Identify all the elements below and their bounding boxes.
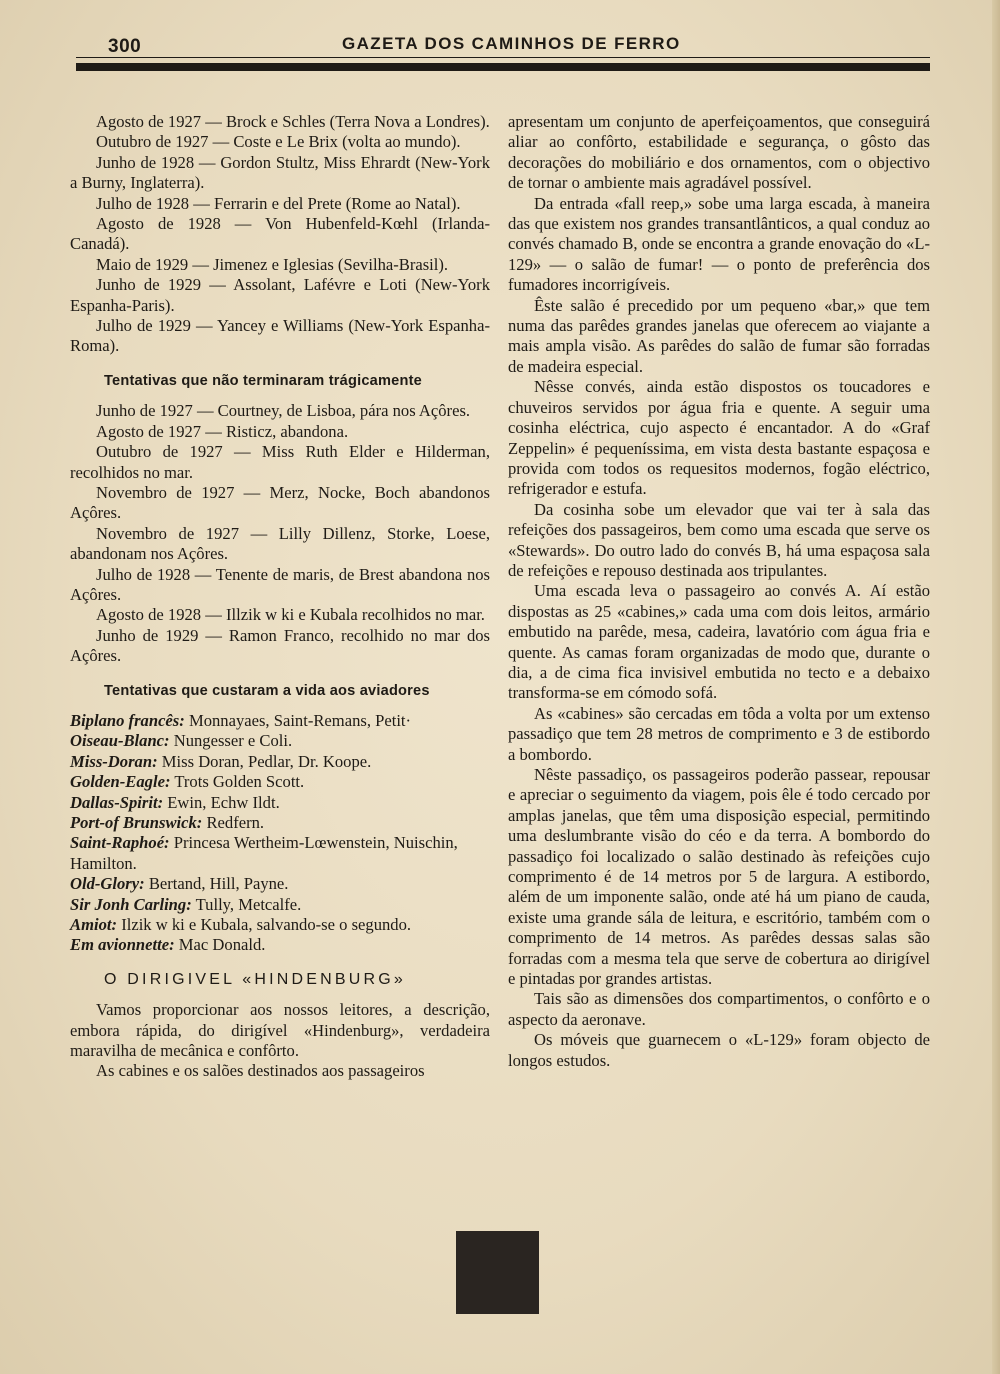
flight-entry: Junho de 1929 — Assolant, Lafévre e Loti (New-York Espanha-Paris).: [70, 275, 490, 315]
crew-names: Ilzik w ki e Kubala, salvando-se o segundo.: [121, 915, 412, 935]
flight-entry: Outubro de 1927 — Coste e Le Brix (volta ao mundo).: [96, 132, 461, 152]
craft-name: Dallas-Spirit:: [70, 792, 164, 812]
intro-paragraph: As cabines e os salões destinados aos passageiros: [96, 1061, 425, 1081]
crew-names: Mac Donald.: [178, 935, 266, 955]
body-paragraph: Nêsse convés, ainda estão dispostos os toucadores e chuveiros servidos por água fria e quente. A seguir uma cosinha eléctrica, cujo aspecto é encantador. A do «Graf Zeppelin» é pequeníssima, em vista desta bastante espaçosa e provida com todos os requesitos modernos, fogão eléctrico, refrigerador e estufa.: [508, 377, 930, 499]
body-paragraph: Da cosinha sobe um elevador que vai ter à sala das refeições dos passageiros, bem como uma escada que serve os «Stewards». Do outro lado do convés B, há uma espaçosa sala de refeições e repouso destinada aos tripulantes.: [508, 499, 930, 580]
attempt-entry: Agosto de 1928 — Illzik w ki e Kubala recolhidos no mar.: [96, 605, 485, 625]
craft-name: Saint-Raphoé:: [70, 833, 170, 853]
attempt-entry: Junho de 1927 — Courtney, de Lisboa, pára nos Açôres.: [96, 401, 471, 421]
attempt-entry: Novembro de 1927 — Lilly Dillenz, Storke, Loese, abandonam nos Açôres.: [70, 523, 490, 564]
crew-names: Nungesser e Coli.: [173, 731, 293, 751]
flight-entry: Agosto de 1927 — Brock e Schles (Terra Nova a Londres).: [96, 112, 490, 131]
attempt-entry: Junho de 1929 — Ramon Franco, recolhido no mar dos Açôres.: [70, 625, 490, 666]
fatal-entry: [70, 731, 490, 751]
crew-names: Bertand, Hill, Payne.: [148, 874, 289, 894]
flight-entry: Junho de 1928 — Gordon Stultz, Miss Ehrardt (New-York a Burny, Inglaterra).: [70, 152, 490, 193]
page-header: [76, 30, 930, 60]
craft-name: Golden-Eagle:: [70, 772, 171, 792]
craft-name: Miss-Doran:: [70, 751, 158, 771]
fatal-entry: [70, 813, 490, 833]
body-paragraph: Tais são as dimensões dos compartimentos, o confôrto e o aspecto da aeronave.: [508, 989, 930, 1029]
flight-entry: Julho de 1929 — Yancey e Williams (New-York Espanha-Roma).: [70, 316, 490, 356]
fatal-entry: [70, 915, 490, 935]
crew-names: Ewin, Echw Ildt.: [167, 792, 280, 812]
flight-entry: Julho de 1928 — Ferrarin e del Prete (Rome ao Natal).: [96, 193, 461, 213]
body-paragraph: As «cabines» são cercadas em tôda a volta por um extenso passadiço que tem 28 metros de comprimento e 3 de estibordo a bombordo.: [508, 703, 930, 764]
fatal-entry: [70, 895, 490, 915]
craft-name: Port-of Brunswick:: [70, 813, 203, 832]
journal-title: GAZETA DOS CAMINHOS DE FERRO: [342, 34, 681, 53]
flight-entry: Agosto de 1928 — Von Hubenfeld-Kœhl (Irlanda-Canadá).: [70, 214, 490, 254]
printed-dark-block: [456, 1231, 539, 1314]
body-paragraph: Os móveis que guarnecem o «L-129» foram objecto de longos estudos.: [508, 1030, 930, 1070]
fatal-entry: [70, 935, 490, 955]
craft-name: Oiseau-Blanc:: [70, 731, 170, 751]
header-rule-thick: [76, 63, 930, 71]
crew-names: Trots Golden Scott.: [174, 772, 305, 792]
crew-names: Tully, Metcalfe.: [195, 894, 302, 914]
fatal-entry: [70, 874, 490, 894]
attempt-entry: Agosto de 1927 — Risticz, abandona.: [96, 421, 349, 441]
craft-name: Em avionnette:: [70, 935, 175, 955]
body-paragraph: Uma escada leva o passageiro ao convés A. Aí estão dispostas as 25 «cabines,» cada uma com dois leitos, armário embutido na parêde, mesa, cadeira, lavatório com água fria e quente. As camas foram organizadas de modo que, durante o dia, a de cima fica invisivel embutida no tecto e a debaixo transforma-se em cómodo sofá.: [508, 581, 930, 703]
craft-name: Amiot:: [70, 915, 118, 935]
craft-name: Sir Jonh Carling:: [70, 894, 192, 914]
page-number: 300: [108, 36, 142, 57]
attempt-entry: Outubro de 1927 — Miss Ruth Elder e Hilderman, recolhidos no mar.: [70, 442, 490, 482]
attempt-entry: Julho de 1928 — Tenente de maris, de Brest abandona nos Açôres.: [70, 564, 490, 604]
page-edge: [992, 0, 1000, 1374]
body-paragraph: apresentam um conjunto de aperfeiçoamentos, que conseguirá aliar ao confôrto, estabilidade e segurança, o gôsto das decorações do mobiliário e dos ornamentos, com o objectivo de tornar o ambiente mais agradável possível.: [508, 112, 930, 193]
fatal-entry: [70, 711, 490, 731]
craft-name: Biplano francês:: [70, 710, 185, 730]
heading-not-tragic: Tentativas que não terminaram trágicamente: [104, 372, 422, 389]
fatal-entry: [70, 793, 490, 813]
fatal-entry: [70, 772, 490, 792]
crew-names: Monnayaes, Saint-Remans, Petit·: [188, 710, 412, 730]
crew-names: Miss Doran, Pedlar, Dr. Koope.: [161, 751, 372, 771]
heading-fatal: Tentativas que custaram a vida aos aviadores: [104, 682, 430, 699]
craft-name: Old-Glory:: [70, 874, 145, 894]
body-paragraph: Da entrada «fall reep,» sobe uma larga escada, à maneira das que existem nos grandes transantlânticos, a qual conduz ao convés chamado B, onde se encontra a grande enovação do «L-129» — o salão de fumar! — o ponto de preferência dos fumadores incorrigíveis.: [508, 193, 930, 295]
fatal-entry: [70, 752, 490, 772]
intro-paragraph: Vamos proporcionar aos nossos leitores, a descrição, embora rápida, do dirigível «Hindenburg», verdadeira maravilha de mecânica e confôrto.: [70, 1000, 490, 1061]
crew-names: Redfern.: [206, 813, 265, 832]
body-paragraph: Êste salão é precedido por um pequeno «bar,» que tem numa das parêdes grandes janelas que oferecem ao viajante a mais ampla visão. As parêdes do salão de fumar são forradas de madeira especial.: [508, 295, 930, 376]
flight-entry: Maio de 1929 — Jimenez e Iglesias (Sevilha-Brasil).: [96, 254, 449, 274]
body-paragraph: Nêste passadiço, os passageiros poderão passear, repousar e apreciar o seguimento da viagem, pois êle é todo cercado por amplas janelas, que têm uma disposição especial, permitindo uma deslumbrante visão do céo e da terra. A bombordo do passadiço foi localizado o salão destinado às refeições cujo comprimento é de 14 metros por 5 de largura. A estibordo, além de um imponente salão, onde até há um piano de cauda, existe uma grande sála de leitura, e escritório, também com o comprimento de 14 metros. As parêdes dessas salas são forradas com a mesma tela que serve de cobertura ao dirigível e pintadas por grandes artistas.: [508, 765, 930, 989]
crew-names: Princesa Wertheim-Lœwenstein, Nuischin, Hamilton.: [70, 833, 458, 873]
header-rule-thin: [76, 57, 930, 58]
section-title: O DIRIGIVEL «HINDENBURG»: [104, 970, 407, 988]
fatal-entry: [70, 833, 490, 874]
attempt-entry: Novembro de 1927 — Merz, Nocke, Boch abandonos Açôres.: [70, 482, 490, 523]
right-column: [508, 112, 930, 1071]
left-column: [70, 112, 490, 1082]
